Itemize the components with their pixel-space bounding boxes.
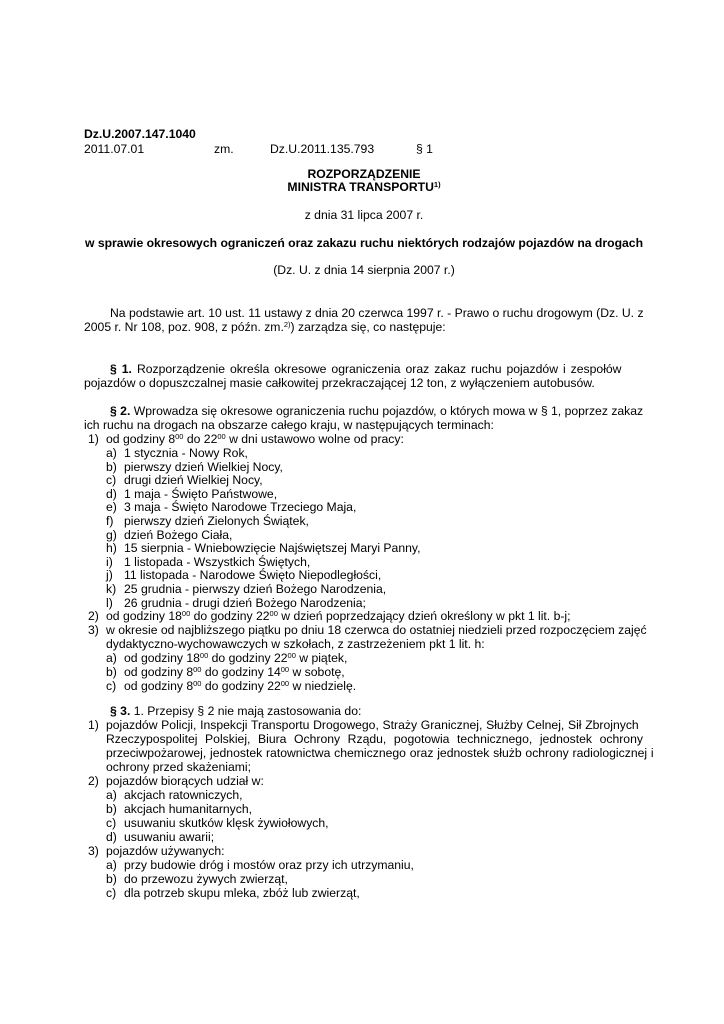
list-item: akcjach humanitarnych,	[124, 802, 253, 816]
exempt-1-line-1: pojazdów Policji, Inspekcji Transportu Drogowego, Straży Granicznej, Służby Celnej, Sił Zbrojnych	[106, 718, 639, 732]
saturday-hours: od godziny $8^{00}$ do godziny $14^{00}$ w sobotę,	[124, 665, 345, 679]
letter-marker: g)	[106, 527, 117, 542]
exempt-2-text: pojazdów biorących udział w:	[106, 774, 264, 788]
issuing-authority: MINISTRA TRANSPORTU$^{1)}$	[287, 180, 441, 194]
list-item: 11 listopada - Narodowe Święto Niepodległości,	[124, 568, 382, 583]
letter-marker: a)	[106, 788, 117, 802]
document-id: Dz.U.2007.147.1040	[84, 127, 196, 141]
list-item: dzień Bożego Ciała,	[124, 527, 233, 542]
point-number: 3)	[88, 844, 99, 858]
friday-hours: od godziny $18^{00}$ do godziny $22^{00}$ w piątek,	[124, 651, 348, 665]
section-marker: § 1	[416, 142, 433, 156]
section-1-line-2: pojazdów o dopuszczalnej masie całkowitej przekraczającej 12 ton, z wyłączeniem autobusów.	[84, 376, 595, 390]
section-1-label: § 1.	[110, 362, 132, 376]
letter-marker: h)	[106, 541, 117, 556]
letter-marker: b)	[106, 872, 117, 886]
letter-marker: d)	[106, 830, 117, 844]
list-item: pierwszy dzień Zielonych Świątek,	[124, 514, 309, 528]
list-item: drugi dzień Wielkiej Nocy,	[124, 473, 263, 488]
letter-marker: l)	[106, 595, 113, 610]
point-2-text: od godziny $18^{00}$ do godziny $22^{00}$ w dzień poprzedzający dzień określony w pkt 1 lit. b-j;	[106, 609, 571, 623]
point-number: 3)	[88, 623, 99, 637]
exempt-1-line-3: przeciwpożarowej, jednostek ratownictwa chemicznego oraz jednostek służb ochrony radiologicznej i	[106, 746, 654, 760]
point-number: 1)	[88, 432, 99, 446]
list-item: 1 listopada - Wszystkich Świętych,	[124, 554, 311, 569]
list-item: pierwszy dzień Wielkiej Nocy,	[124, 459, 283, 474]
sunday-hours: od godziny $8^{00}$ do godziny $22^{00}$ w niedzielę.	[124, 679, 357, 693]
list-item: 3 maja - Święto Narodowe Trzeciego Maja,	[124, 500, 357, 515]
letter-marker: a)	[106, 651, 117, 665]
letter-marker: e)	[106, 500, 117, 515]
letter-marker: a)	[106, 858, 117, 872]
letter-marker: c)	[106, 886, 117, 900]
list-item: do przewozu żywych zwierząt,	[124, 872, 288, 886]
letter-marker: b)	[106, 665, 117, 679]
amendment-reference: Dz.U.2011.135.793	[270, 142, 375, 156]
letter-marker: k)	[106, 582, 117, 596]
list-item: 26 grudnia - drugi dzień Bożego Narodzenia;	[124, 595, 366, 610]
section-1-line-1: § 1. Rozporządzenie określa okresowe ograniczenia oraz zakaz ruchu pojazdów i zespołów	[110, 362, 622, 376]
list-item: akcjach ratowniczych,	[124, 788, 243, 802]
letter-marker: c)	[106, 816, 117, 830]
intro-line-1: Na podstawie art. 10 ust. 11 ustawy z dnia 20 czerwca 1997 r. - Prawo o ruchu drogowym (Dz. U. z	[110, 306, 644, 320]
version-date: 2011.07.01	[84, 142, 145, 156]
footnote-ref-2: 2)	[283, 320, 291, 329]
list-item: 1 stycznia - Nowy Rok,	[124, 446, 248, 460]
act-type: ROZPORZĄDZENIE	[307, 167, 421, 181]
act-subject: w sprawie okresowych ograniczeń oraz zakazu ruchu niektórych rodzajów pojazdów na drogach	[84, 236, 644, 250]
list-item: usuwaniu skutków klęsk żywiołowych,	[124, 816, 329, 830]
amendment-label: zm.	[214, 142, 234, 156]
section-3-line-1: § 3. 1. Przepisy § 2 nie mają zastosowania do:	[110, 704, 362, 718]
exempt-1-line-4: ochrony przed skażeniami;	[106, 760, 251, 774]
list-item: dla potrzeb skupu mleka, zbóż lub zwierząt,	[124, 886, 360, 900]
letter-marker: a)	[106, 446, 117, 460]
section-2-line-2: ich ruchu na drogach na obszarze całego kraju, w następujących terminach:	[84, 418, 494, 432]
list-item: usuwaniu awarii;	[124, 830, 215, 844]
intro-line-2: 2005 r. Nr 108, poz. 908, z późn. zm.$^{2)}$) zarządza się, co następuje:	[84, 320, 446, 334]
letter-marker: j)	[106, 568, 113, 583]
letter-marker: b)	[106, 802, 117, 816]
point-number: 1)	[88, 718, 99, 732]
letter-marker: f)	[106, 514, 114, 528]
point-1-text: od godziny $8^{00}$ do $22^{00}$ w dni ustawowo wolne od pracy:	[106, 432, 404, 446]
act-date: z dnia 31 lipca 2007 r.	[304, 208, 424, 222]
section-3-label: § 3.	[110, 704, 131, 718]
list-item: przy budowie dróg i mostów oraz przy ich utrzymaniu,	[124, 858, 414, 872]
list-item: 15 sierpnia - Wniebowzięcie Najświętszej Maryi Panny,	[124, 541, 421, 556]
footnote-ref-1: 1)	[433, 180, 441, 189]
exempt-3-text: pojazdów używanych:	[106, 844, 225, 858]
point-3-line-2: dydaktyczno-wychowawczych w szkołach, z zastrzeżeniem pkt 1 lit. h:	[106, 637, 485, 651]
list-item: 1 maja - Święto Państwowe,	[124, 486, 278, 501]
letter-marker: i)	[106, 554, 113, 569]
publication-ref: (Dz. U. z dnia 14 sierpnia 2007 r.)	[273, 263, 455, 277]
letter-marker: c)	[106, 679, 117, 693]
letter-marker: d)	[106, 486, 117, 501]
exempt-1-line-2: Rzeczypospolitej Polskiej, Biura Ochrony Rządu, pogotowia technicznego, jednostek ochrony	[106, 732, 643, 746]
point-3-line-1: w okresie od najbliższego piątku po dniu 18 czerwca do ostatniej niedzieli przed rozpoczęciem zajęć	[106, 623, 647, 637]
list-item: 25 grudnia - pierwszy dzień Bożego Narodzenia,	[124, 582, 387, 596]
section-2-label: § 2.	[110, 404, 131, 418]
letter-marker: c)	[106, 473, 117, 488]
point-number: 2)	[88, 609, 99, 623]
section-2-line-1: § 2. Wprowadza się okresowe ograniczenia ruchu pojazdów, o których mowa w § 1, poprzez zakaz	[110, 404, 644, 418]
letter-marker: b)	[106, 459, 117, 474]
point-number: 2)	[88, 774, 99, 788]
